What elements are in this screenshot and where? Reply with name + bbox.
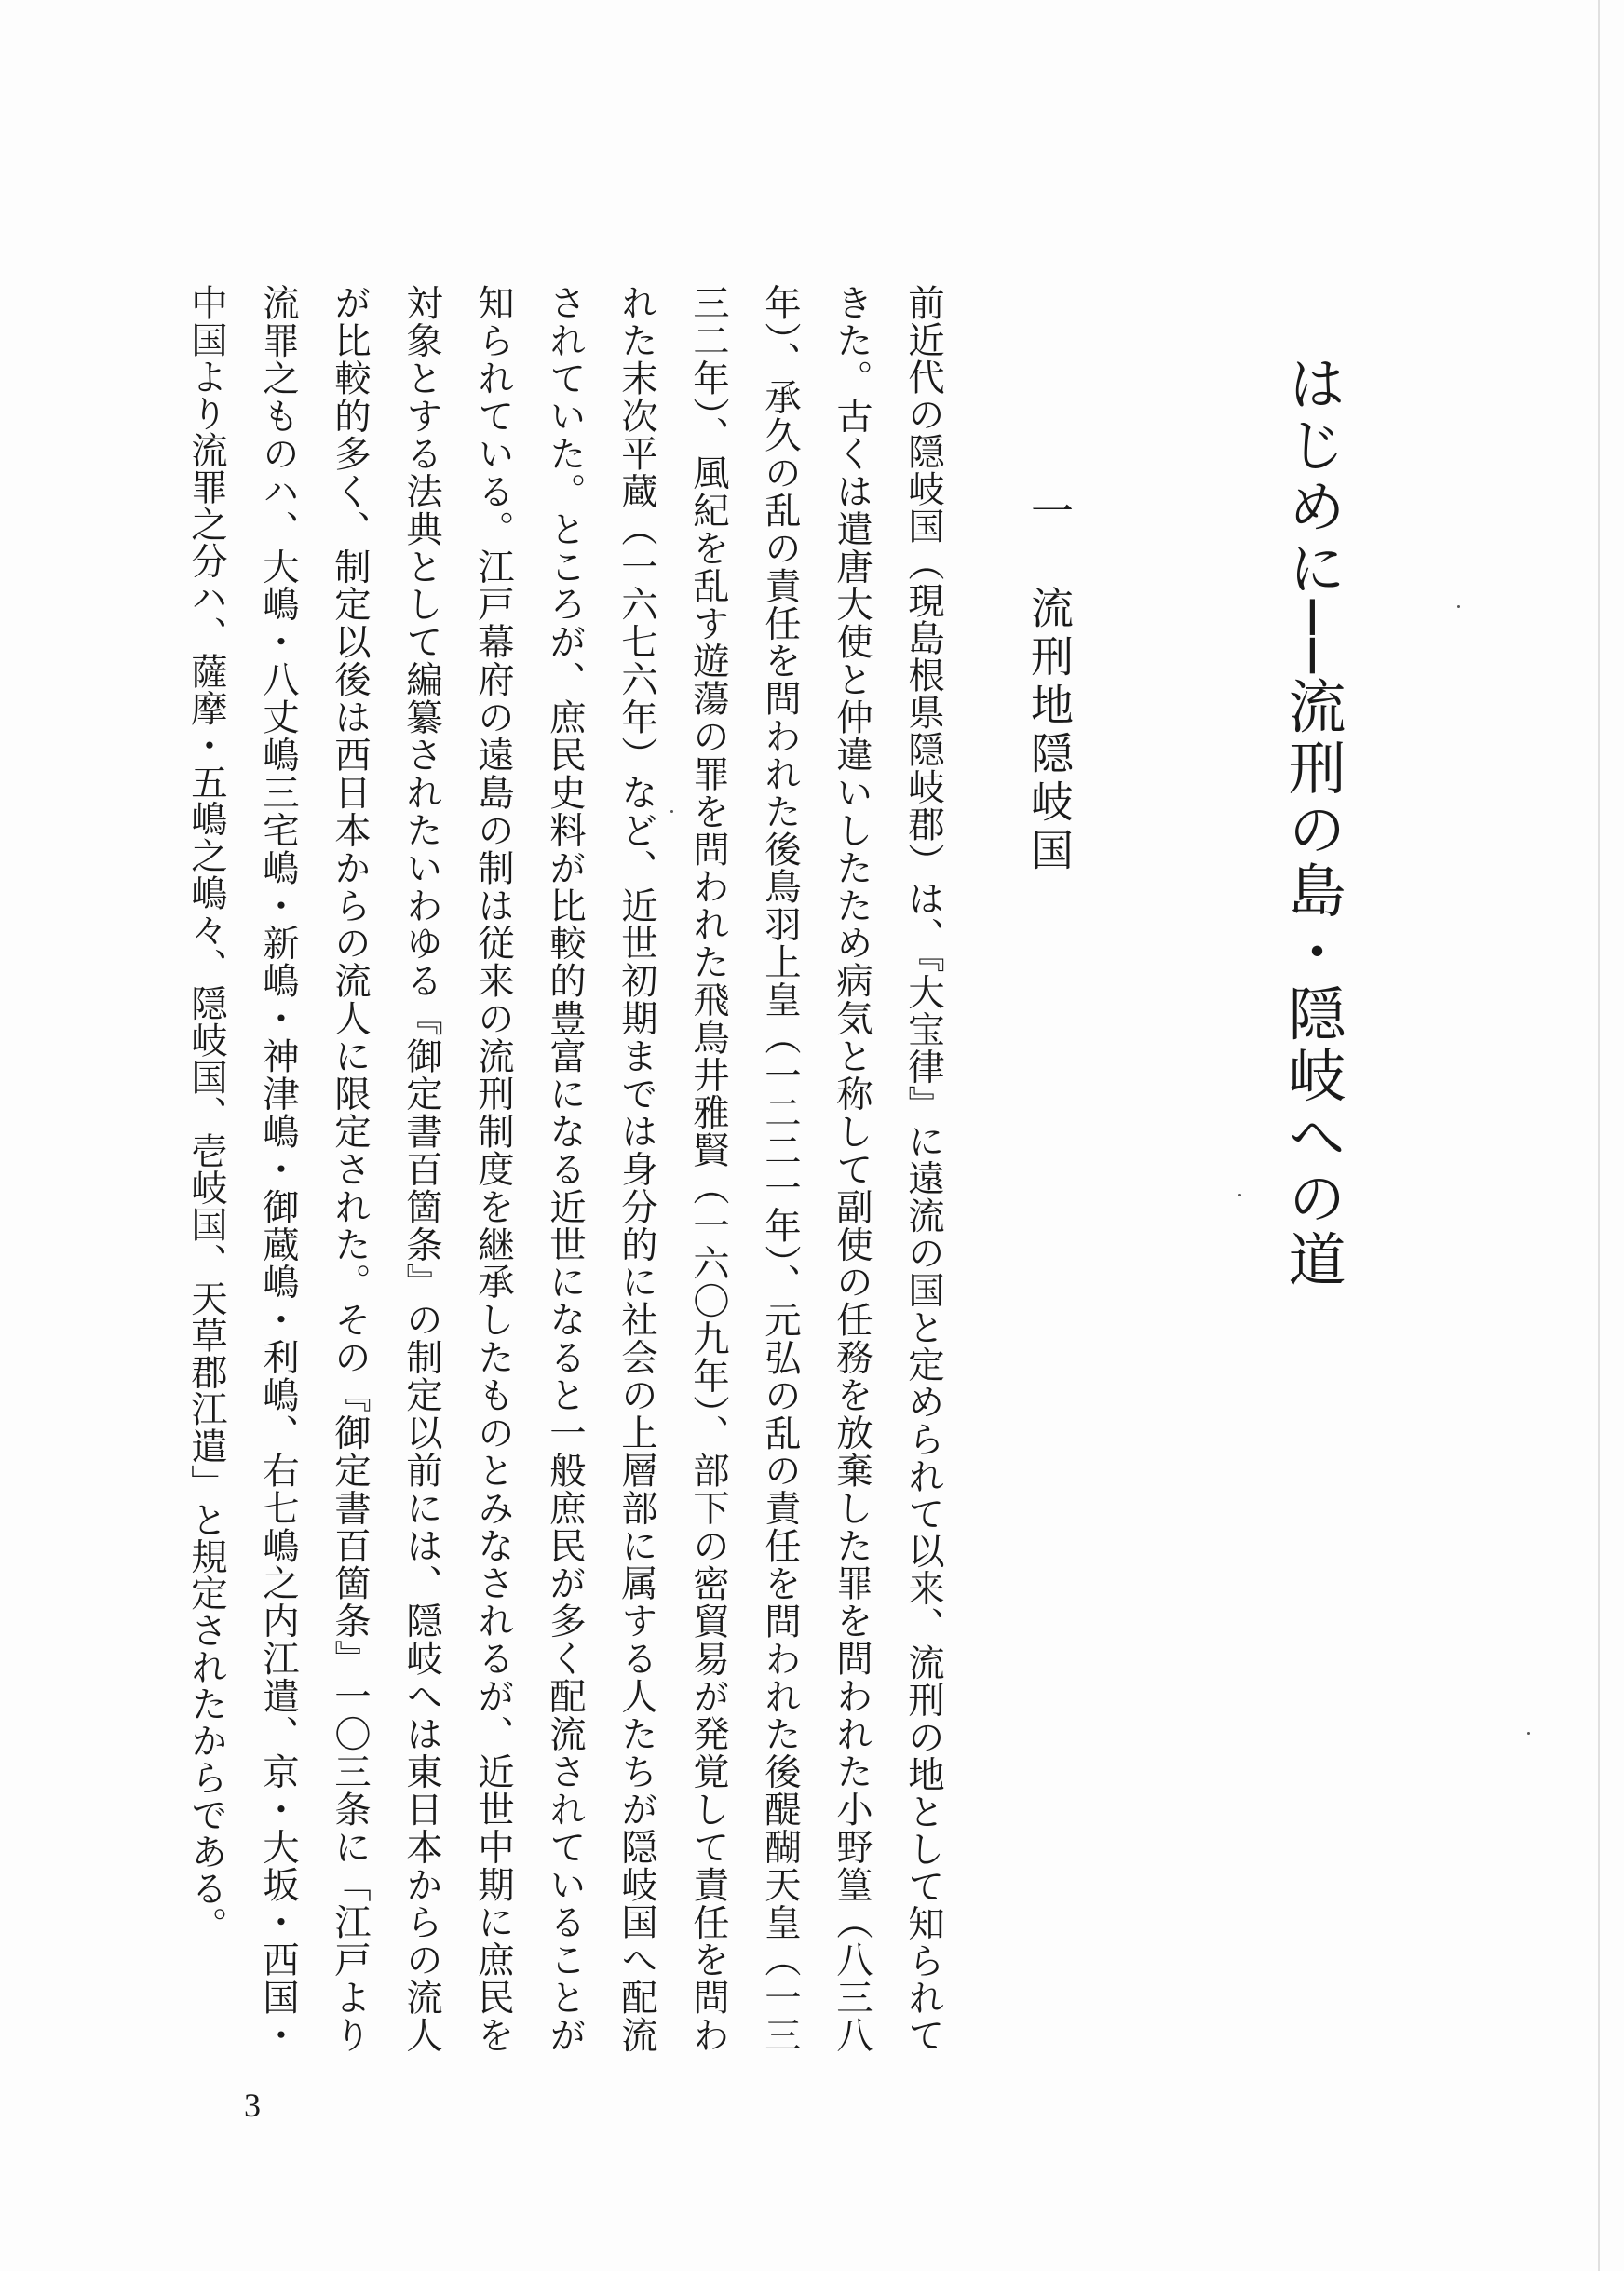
- page-number: 3: [244, 2087, 261, 2124]
- paper-speck: [1457, 605, 1460, 608]
- page-edge: [1598, 0, 1600, 2271]
- section-heading: 一 流刑地隠岐国: [1024, 489, 1075, 876]
- paper-speck: [1527, 1732, 1530, 1735]
- paper-speck: [670, 810, 673, 813]
- body-paragraph: 前近代の隠岐国（現島根県隠岐郡）は、『大宝律』に遠流の国と定められて以来、流刑の地として知られてきた。古くは遣唐大使と仲違いしたため病気と称して副使の任務を放棄した罪を問われた小野篁（八三八年）、承久の乱の責任を問われた後鳥羽上皇（一二二一年）、元弘の乱の責任を問われた後醍醐天皇（一三三二年）、風紀を乱す遊蕩の罪を問われた飛鳥井雅賢（一六〇九年）、部下の密貿易が発覚して責任を問われた末次平蔵（一六七六年）など、近世初期までは身分的に社会の上層部に属する人たちが隠岐国へ配流されていた。ところが、庶民史料が比較的豊富になる近世になると一般庶民が多く配流されていることが知られている。江戸幕府の遠島の制は従来の流刑制度を継承したものとみなされるが、近世中期に庶民を対象とする法典として編纂されたいわゆる『御定書百箇条』の制定以前には、隠岐へは東日本からの流人が比較的多く、制定以後は西日本からの流人に限定された。その『御定書百箇条』一〇三条に「江戸より流罪之ものハ、大嶋・八丈嶋三宅嶋・新嶋・神津嶋・御蔵嶋・利嶋、右七嶋之内江遣、京・大坂・西国・中国より流罪之分ハ、薩摩・五嶋之嶋々、隠岐国、壱岐国、天草郡江遣」と規定されたからである。: [185, 284, 945, 2053]
- paper-speck: [1238, 1194, 1241, 1196]
- chapter-title: はじめに──流刑の島・隠岐への道: [1279, 354, 1347, 1291]
